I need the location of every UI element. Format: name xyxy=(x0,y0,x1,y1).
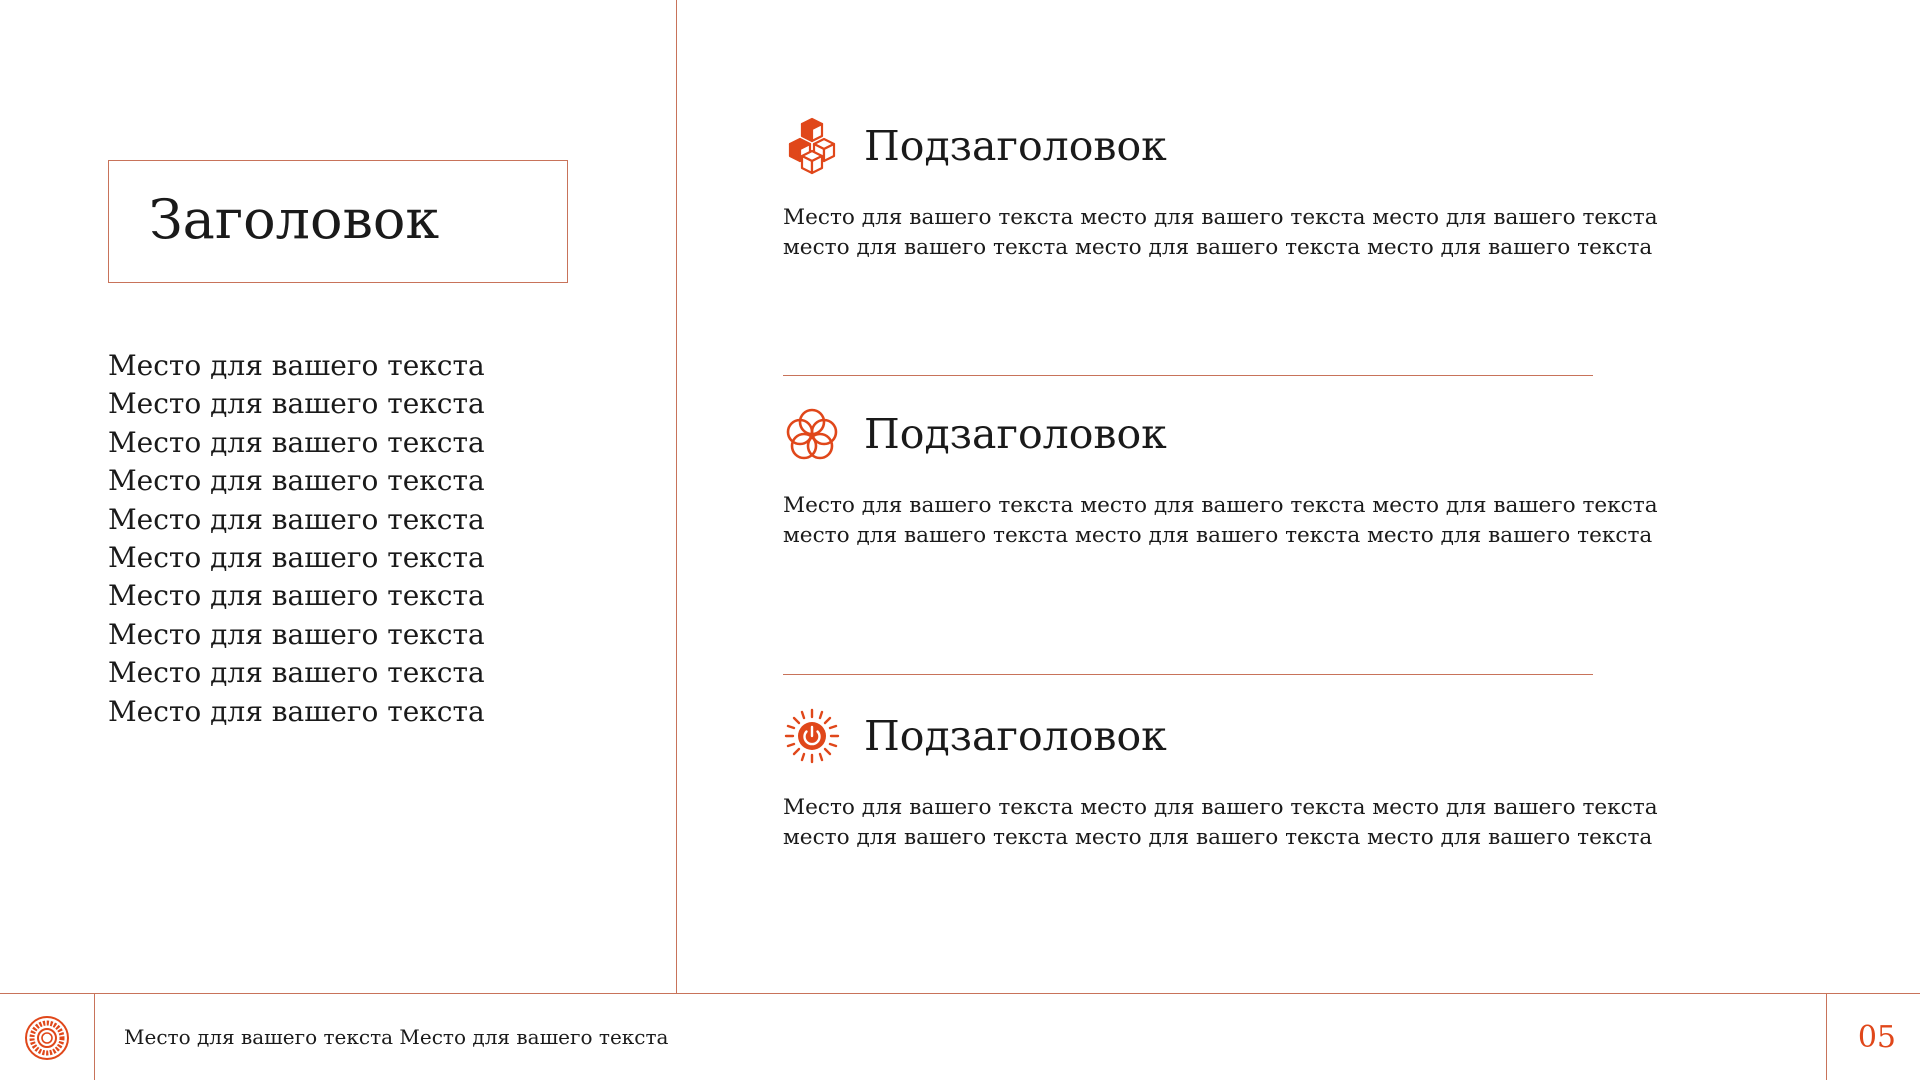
footer-text: Место для вашего текста Место для вашего текста xyxy=(124,1025,669,1049)
section-divider xyxy=(783,674,1593,675)
left-text-line: Место для вашего текста xyxy=(108,425,485,459)
left-text-line: Место для вашего текста xyxy=(108,694,485,728)
section-body-line: место для вашего текста место для вашего текста место для вашего текста xyxy=(783,235,1653,260)
footer-divider xyxy=(0,993,1920,994)
left-text-line: Место для вашего текста xyxy=(108,349,485,382)
page-number: 05 xyxy=(1857,1020,1896,1055)
section-heading: Подзаголовок xyxy=(864,712,1167,760)
footer-separator xyxy=(94,994,95,1080)
slide-title: Заголовок xyxy=(149,188,440,251)
section-body-line: Место для вашего текста место для вашего текста место для вашего текста xyxy=(783,795,1658,820)
cubes-icon xyxy=(783,117,841,175)
ring-logo-icon xyxy=(24,1015,70,1061)
section-body xyxy=(783,491,1703,551)
left-text-line: Место для вашего текста xyxy=(108,502,485,536)
left-text-line: Место для вашего текста xyxy=(108,617,485,651)
left-text-line: Место для вашего текста xyxy=(108,387,485,421)
flower-rings-icon xyxy=(783,405,841,463)
left-text-line: Место для вашего текста xyxy=(108,579,485,613)
section-body-line: Место для вашего текста место для вашего текста место для вашего текста xyxy=(783,205,1658,230)
sun-power-icon xyxy=(783,707,841,765)
section-body-line: место для вашего текста место для вашего текста место для вашего текста xyxy=(783,825,1653,850)
section-body xyxy=(783,203,1703,263)
section-divider xyxy=(783,375,1593,376)
section-body-line: место для вашего текста место для вашего текста место для вашего текста xyxy=(783,523,1653,548)
title-frame xyxy=(108,160,568,283)
column-divider xyxy=(676,0,677,993)
left-text-list xyxy=(108,347,485,731)
section-body xyxy=(783,793,1703,853)
section-body-line: Место для вашего текста место для вашего текста место для вашего текста xyxy=(783,493,1658,518)
left-text-line: Место для вашего текста xyxy=(108,656,485,690)
section-heading: Подзаголовок xyxy=(864,122,1167,170)
left-text-line: Место для вашего текста xyxy=(108,464,485,498)
left-text-line: Место для вашего текста xyxy=(108,541,485,575)
section-heading: Подзаголовок xyxy=(864,410,1167,458)
